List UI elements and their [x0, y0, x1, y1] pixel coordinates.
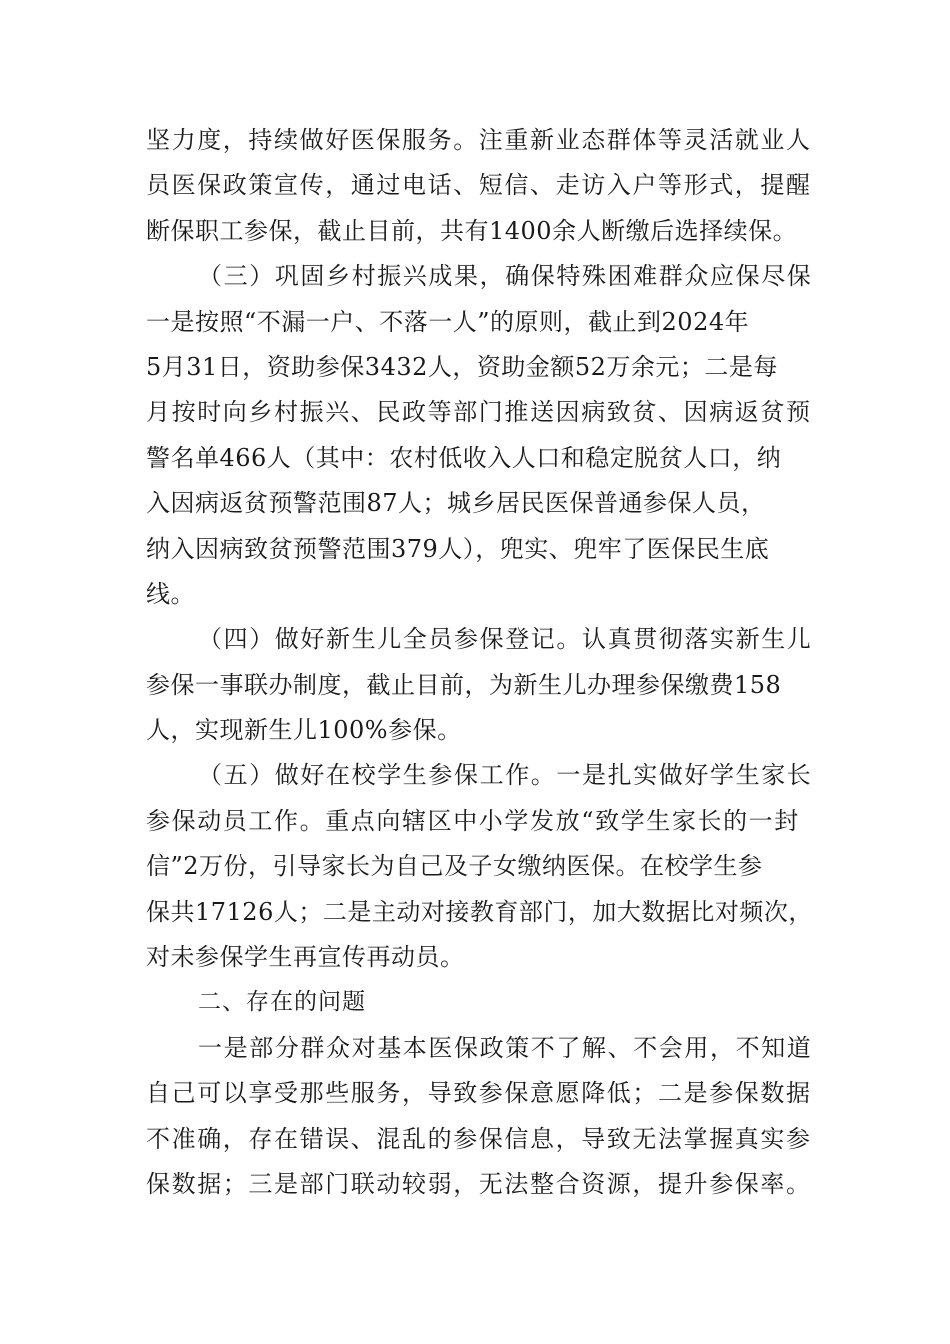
- text-line: 对未参保学生再宣传再动员。: [146, 943, 465, 972]
- text-line: 一是按照“不漏一户、不落一人”的原则，截止到2024年: [146, 307, 750, 336]
- text-line: 断保职工参保，截止目前，共有1400余人断缴后选择续保。: [146, 216, 798, 245]
- text-line: 坚力度，持续做好医保服务。注重新业态群体等灵活就业人: [146, 126, 812, 154]
- document-body: [146, 118, 822, 1207]
- text-line: 信”2万份，引导家长为自己及子女缴纳医保。在校学生参: [146, 852, 763, 881]
- text-line: （五）做好在校学生参保工作。一是扎实做好学生家长: [198, 761, 813, 790]
- text-line: 月按时向乡村振兴、民政等部门推送因病致贫、因病返贫预: [146, 398, 812, 427]
- text-line: 一是部分群众对基本医保政策不了解、不会用，不知道: [198, 1033, 813, 1062]
- text-line: 保数据；三是部门联动较弱，无法整合资源，提升参保率。: [146, 1169, 812, 1198]
- paragraph-problems: [146, 1026, 822, 1208]
- text-line: （四）做好新生儿全员参保登记。认真贯彻落实新生儿: [198, 625, 813, 654]
- paragraph-section-five: [146, 753, 822, 980]
- text-line: 不准确，存在错误、混乱的参保信息，导致无法掌握真实参: [146, 1124, 812, 1153]
- paragraph-section-four: [146, 617, 822, 753]
- paragraph-section-three: [146, 254, 822, 617]
- paragraph-service-continuation: [146, 118, 822, 254]
- text-line: 入因病返贫预警范围87人；城乡居民医保普通参保人员，: [146, 489, 766, 518]
- text-line: 自己可以享受那些服务，导致参保意愿降低；二是参保数据: [146, 1079, 812, 1108]
- text-line: 保共17126人；二是主动对接教育部门，加大数据比对频次，: [146, 897, 813, 926]
- text-line: 5月31日，资助参保3432人，资助金额52万余元；二是每: [146, 352, 778, 381]
- text-line: （三）巩固乡村振兴成果，确保特殊困难群众应保尽保: [198, 262, 813, 291]
- text-line: 员医保政策宣传，通过电话、短信、走访入户等形式，提醒: [146, 171, 812, 200]
- text-line: 人，实现新生儿100%参保。: [146, 716, 462, 745]
- text-line: 警名单466人（其中：农村低收入人口和稳定脱贫人口，纳: [146, 443, 782, 472]
- text-line: 参保一事联办制度，截止目前，为新生儿办理参保缴费158: [146, 670, 782, 699]
- text-line: 参保动员工作。重点向辖区中小学发放“致学生家长的一封: [146, 806, 800, 835]
- text-line: 纳入因病致贫预警范围379人），兜实、兜牢了医保民生底: [146, 534, 770, 563]
- section-heading-problems: [146, 980, 822, 1025]
- text-line: 线。: [146, 579, 195, 608]
- section-heading: 二、存在的问题: [198, 989, 366, 1016]
